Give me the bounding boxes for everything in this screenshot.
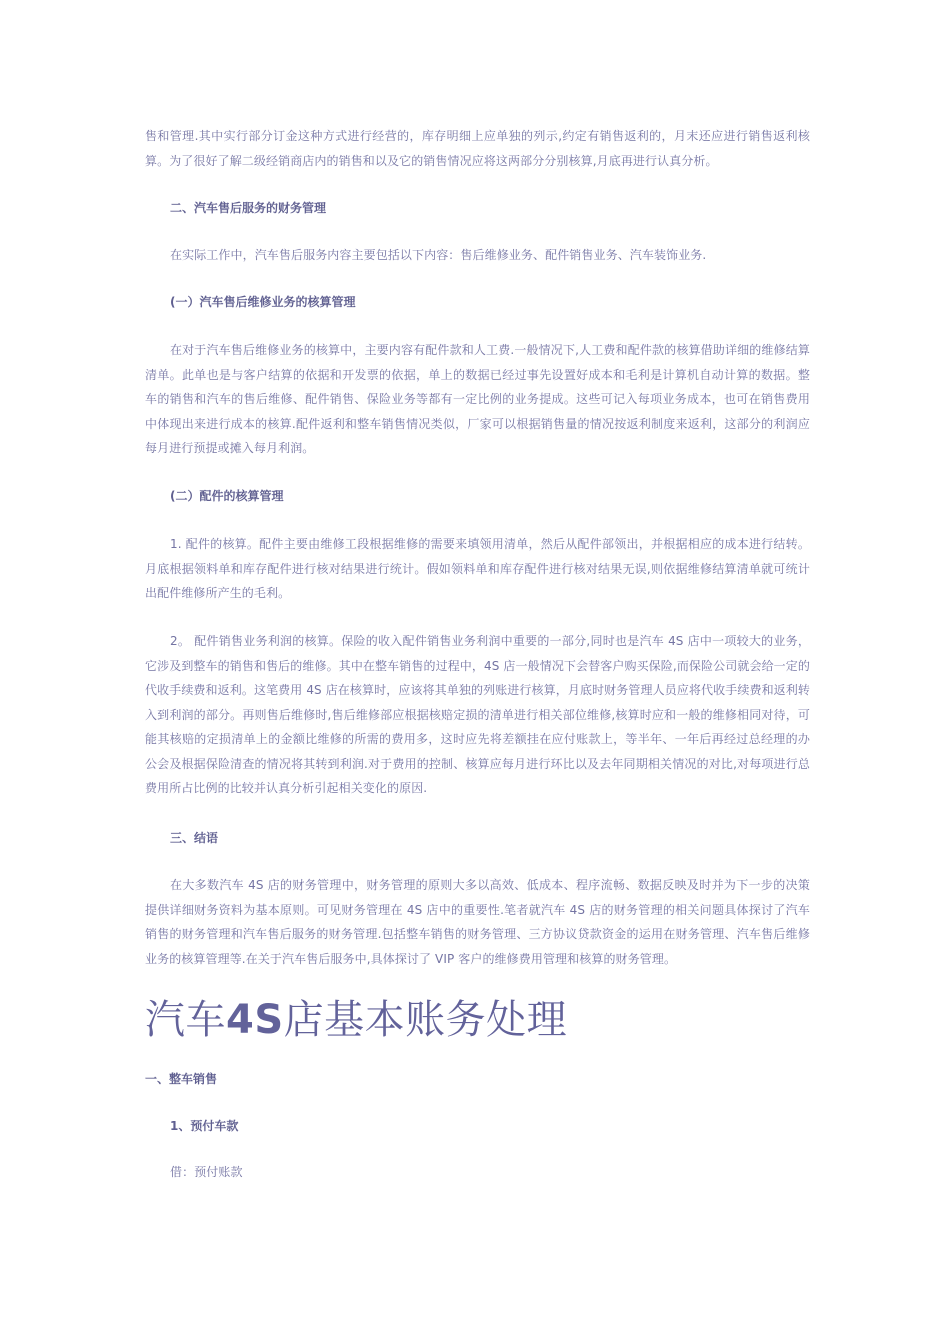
heading-vehicle-sales: 一、整车销售 <box>145 1072 218 1086</box>
title-part-1: 汽车 <box>145 997 226 1043</box>
entry-debit-prepaid: 借：预付账款 <box>170 1165 243 1179</box>
paragraph-sales-return: 售和管理.其中实行部分订金这种方式进行经营的，库存明细上应单独的列示,约定有销售返利的，月末还应进行销售返利核算。为了很好了解二级经销商店内的销售和以及它的销售情况应将这两部分分别核算,月底再进行认真分析。 <box>145 129 810 168</box>
heading-conclusion: 三、结语 <box>170 831 219 845</box>
title-part-3: 店基本账务处理 <box>283 997 568 1043</box>
paragraph-after-sales-content: 在实际工作中，汽车售后服务内容主要包括以下内容：售后维修业务、配件销售业务、汽车装饰业务. <box>170 248 707 262</box>
paragraph-parts-sales-profit: 2。 配件销售业务利润的核算。保险的收入配件销售业务利润中重要的一部分,同时也是汽车 4S 店中一项较大的业务，它涉及到整车的销售和售后的维修。其中在整车销售的过程中，4S 店一般情况下会替客户购买保险,而保险公司就会给一定的代收手续费和返利。这笔费用 4S 店在核算时，应该将其单独的列账进行核算，月底时财务管理人员应将代收手续费和返利转入到利润的部分。再则售后维修时,售后维修部应根据核赔定损的清单进行相关部位维修,核算时应和一般的维修相同对待，可能其核赔的定损清单上的金额比维修的所需的费用多，这时应先将差额挂在应付账款上，等半年、一年后再经过总经理的办公会及根据保险清查的情况将其转到利润.对于费用的控制、核算应每月进行环比以及去年同期相关情况的对比,对每项进行总费用所占比例的比较并认真分析引起相关变化的原因. <box>145 634 810 795</box>
heading-prepaid-vehicle: 1、预付车款 <box>170 1119 239 1133</box>
heading-parts-accounting: (二）配件的核算管理 <box>170 489 284 503</box>
paragraph-parts-accounting: 1. 配件的核算。配件主要由维修工段根据维修的需要来填领用清单，然后从配件部领出，并根据相应的成本进行结转。月底根据领料单和库存配件进行核对结果进行统计。假如领料单和库存配件进行核对结果无误,则依据维修结算清单就可统计出配件维修所产生的毛利。 <box>145 537 810 600</box>
paragraph-conclusion: 在大多数汽车 4S 店的财务管理中，财务管理的原则大多以高效、低成本、程序流畅、数据反映及时并为下一步的决策提供详细财务资料为基本原则。可见财务管理在 4S 店中的重要性.笔者就汽车 4S 店的财务管理的相关问题具体探讨了汽车销售的财务管理和汽车售后服务的财务管理.包括整车销售的财务管理、三方协议贷款资金的运用在财务管理、汽车售后维修业务的核算管理等.在关于汽车售后服务中,具体探讨了 VIP 客户的维修费用管理和核算的财务管理。 <box>145 878 810 966</box>
heading-after-sales: 二、汽车售后服务的财务管理 <box>170 201 327 215</box>
heading-repair-accounting: (一）汽车售后维修业务的核算管理 <box>170 295 356 309</box>
paragraph-repair-accounting: 在对于汽车售后维修业务的核算中，主要内容有配件款和人工费.一般情况下,人工费和配件款的核算借助详细的维修结算清单。此单也是与客户结算的依据和开发票的依据，单上的数据已经过事先设置好成本和毛利是计算机自动计算的数据。整车的销售和汽车的售后维修、配件销售、保险业务等都有一定比例的业务提成。这些可记入每项业务成本，也可在销售费用中体现出来进行成本的核算.配件返利和整车销售情况类似，厂家可以根据销售量的情况按返利制度来返利，这部分的利润应每月进行预提或摊入每月利润。 <box>145 343 810 455</box>
main-title <box>145 992 567 1048</box>
title-part-2: 4S <box>226 997 284 1043</box>
